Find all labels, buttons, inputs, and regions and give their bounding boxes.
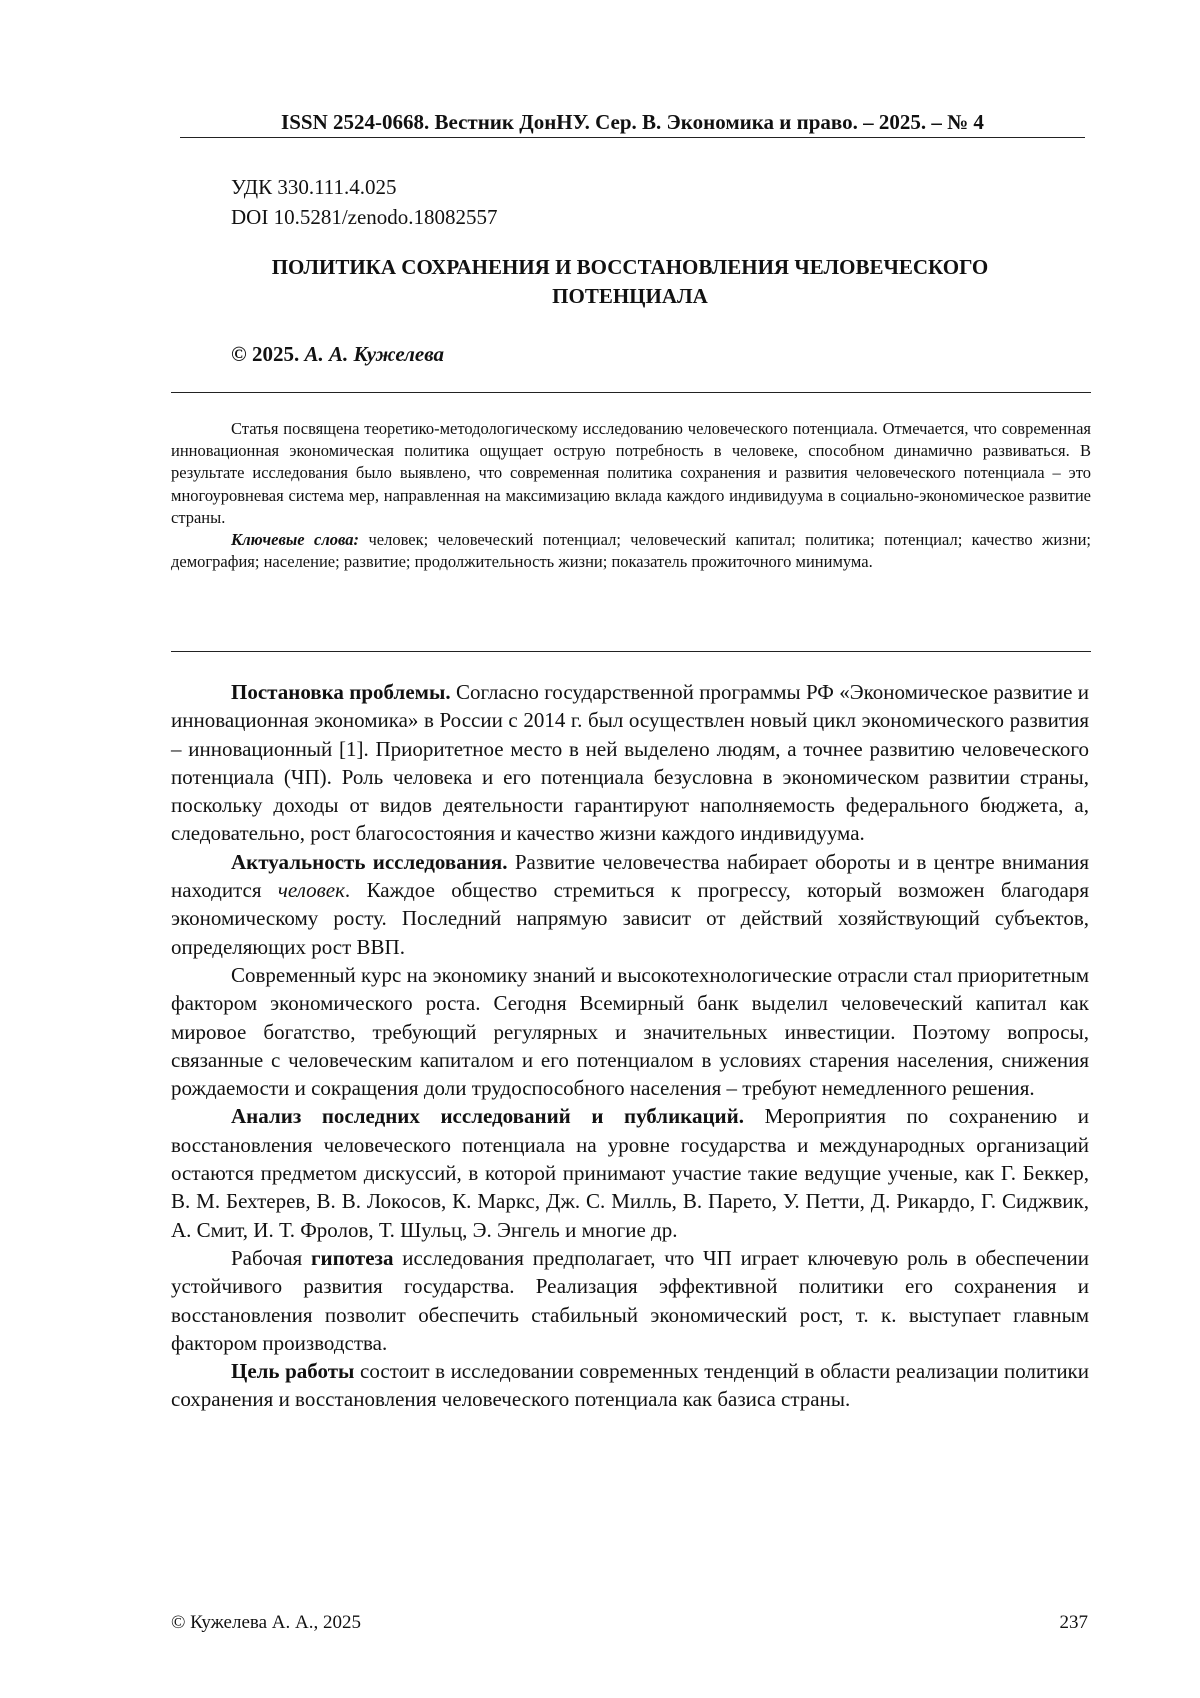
page-number: 237 — [1059, 1612, 1088, 1633]
paragraph-relevance — [171, 848, 1089, 961]
keywords-paragraph — [171, 529, 1091, 573]
doi-code[interactable]: DOI 10.5281/zenodo.18082557 — [231, 205, 498, 229]
abstract-bottom-rule — [171, 651, 1091, 652]
article-body — [171, 678, 1089, 1414]
paragraph-goal-text: состоит в исследовании современных тенденций в области реализации политики сохранения и восстановления человеческого потенциала как базиса страны. — [171, 1359, 1089, 1412]
term-hypothesis: гипотеза — [310, 1245, 394, 1270]
article-title — [200, 253, 1060, 311]
emphasis-chelovek: человек — [277, 878, 345, 903]
keywords-label: Ключевые слова: — [231, 530, 360, 550]
paragraph-relevance-text-a: Развитие человечества набирает обороты и в центре внимания находится — [171, 849, 1089, 903]
keywords-list: человек; человеческий потенциал; человеческий капитал; политика; потенциал; качество жизни; демография; население; развитие; продолжительность жизни; показатель прожиточного минимума. — [171, 530, 1091, 572]
author-name: А. А. Кужелева — [304, 342, 444, 366]
title-line-2: ПОТЕНЦИАЛА — [552, 284, 708, 308]
heading-analysis: Анализ последних исследований и публикаций. — [231, 1104, 744, 1129]
header-rule — [180, 137, 1085, 138]
paragraph-problem-text: Согласно государственной программы РФ «Экономическое развитие и инновационная экономика» в России с 2014 г. был осуществлен новый цикл экономического развития – инновационный [1]. Приоритетное место в ней выделено людям, а точнее развитию человеческого потенциала (ЧП). Роль человека и его потенциала безусловна в экономическом развитии страны, поскольку доходы от видов деятельности гарантируют наполняемость федерального бюджета, а, следовательно, рост благосостояния и качество жизни каждого индивидуума. — [171, 680, 1089, 846]
paragraph-goal — [171, 1357, 1089, 1414]
paragraph-analysis-text: Мероприятия по сохранению и восстановления человеческого потенциала на уровне государства и международных организаций остаются предметом дискуссий, в которой принимают участие такие ведущие ученые, как Г. Беккер, В. М. Бехтерев, В. В. Локосов, К. Маркс, Дж. С. Милль, В. Парето, У. Петти, Д. Рикардо, Г. Сиджвик, А. Смит, И. Т. Фролов, Т. Шульц, Э. Энгель и многие др. — [171, 1104, 1089, 1242]
paragraph-relevance-text-b: . Каждое общество стремиться к прогрессу, который возможен благодаря экономическому росту. Последний напрямую зависит от действий хозяйствующий субъектов, определяющих рост ВВП. — [171, 878, 1089, 959]
author-line — [231, 342, 444, 367]
heading-relevance: Актуальность исследования. — [231, 849, 508, 874]
abstract-top-rule — [171, 392, 1091, 393]
udk-code: УДК 330.111.4.025 — [231, 175, 397, 199]
title-line-1: ПОЛИТИКА СОХРАНЕНИЯ И ВОССТАНОВЛЕНИЯ ЧЕЛОВЕЧЕСКОГО — [271, 255, 989, 279]
paragraph-hypothesis — [171, 1244, 1089, 1357]
paragraph-hypothesis-text-b: исследования предполагает, что ЧП играет ключевую роль в обеспечении устойчивого развития государства. Реализация эффективной политики его сохранения и восстановления позволит обеспечить стабильный экономический рост, т. к. выступает главным фактором производства. — [171, 1245, 1090, 1355]
copyright-year: © 2025. — [231, 342, 300, 366]
heading-problem: Постановка проблемы. — [231, 680, 451, 704]
abstract-text: Статья посвящена теоретико-методологическому исследованию человеческого потенциала. Отмечается, что современная инновационная экономическая политика ощущает острую потребность в человеке, способном динамично развиваться. В результате исследования было выявлено, что современная политика сохранения и развития человеческого потенциала – это многоуровневая система мер, направленная на максимизацию вклада каждого индивидуума в социально-экономическое развитие страны. — [171, 419, 1091, 527]
footer-copyright: © Кужелева А. А., 2025 — [171, 1612, 361, 1633]
abstract — [171, 418, 1091, 573]
paragraph-knowledge-economy: Современный курс на экономику знаний и высокотехнологические отрасли стал приоритетным фактором экономического роста. Сегодня Всемирный банк выделил человеческий капитал как мировое богатство, требующий регулярных и значительных инвестиции. Поэтому вопросы, связанные с человеческим капиталом и его потенциалом в условиях старения населения, снижения рождаемости и сокращения доли трудоспособного населения – требуют немедленного решения. — [171, 962, 1089, 1101]
paragraph-hypothesis-text-a: Рабочая — [231, 1245, 303, 1270]
running-head: ISSN 2524-0668. Вестник ДонНУ. Сер. В. Экономика и право. – 2025. – № 4 — [281, 110, 984, 134]
article-identifiers — [231, 172, 498, 232]
paragraph-analysis — [171, 1102, 1089, 1243]
paragraph-problem — [171, 678, 1089, 848]
heading-goal: Цель работы — [231, 1359, 355, 1384]
